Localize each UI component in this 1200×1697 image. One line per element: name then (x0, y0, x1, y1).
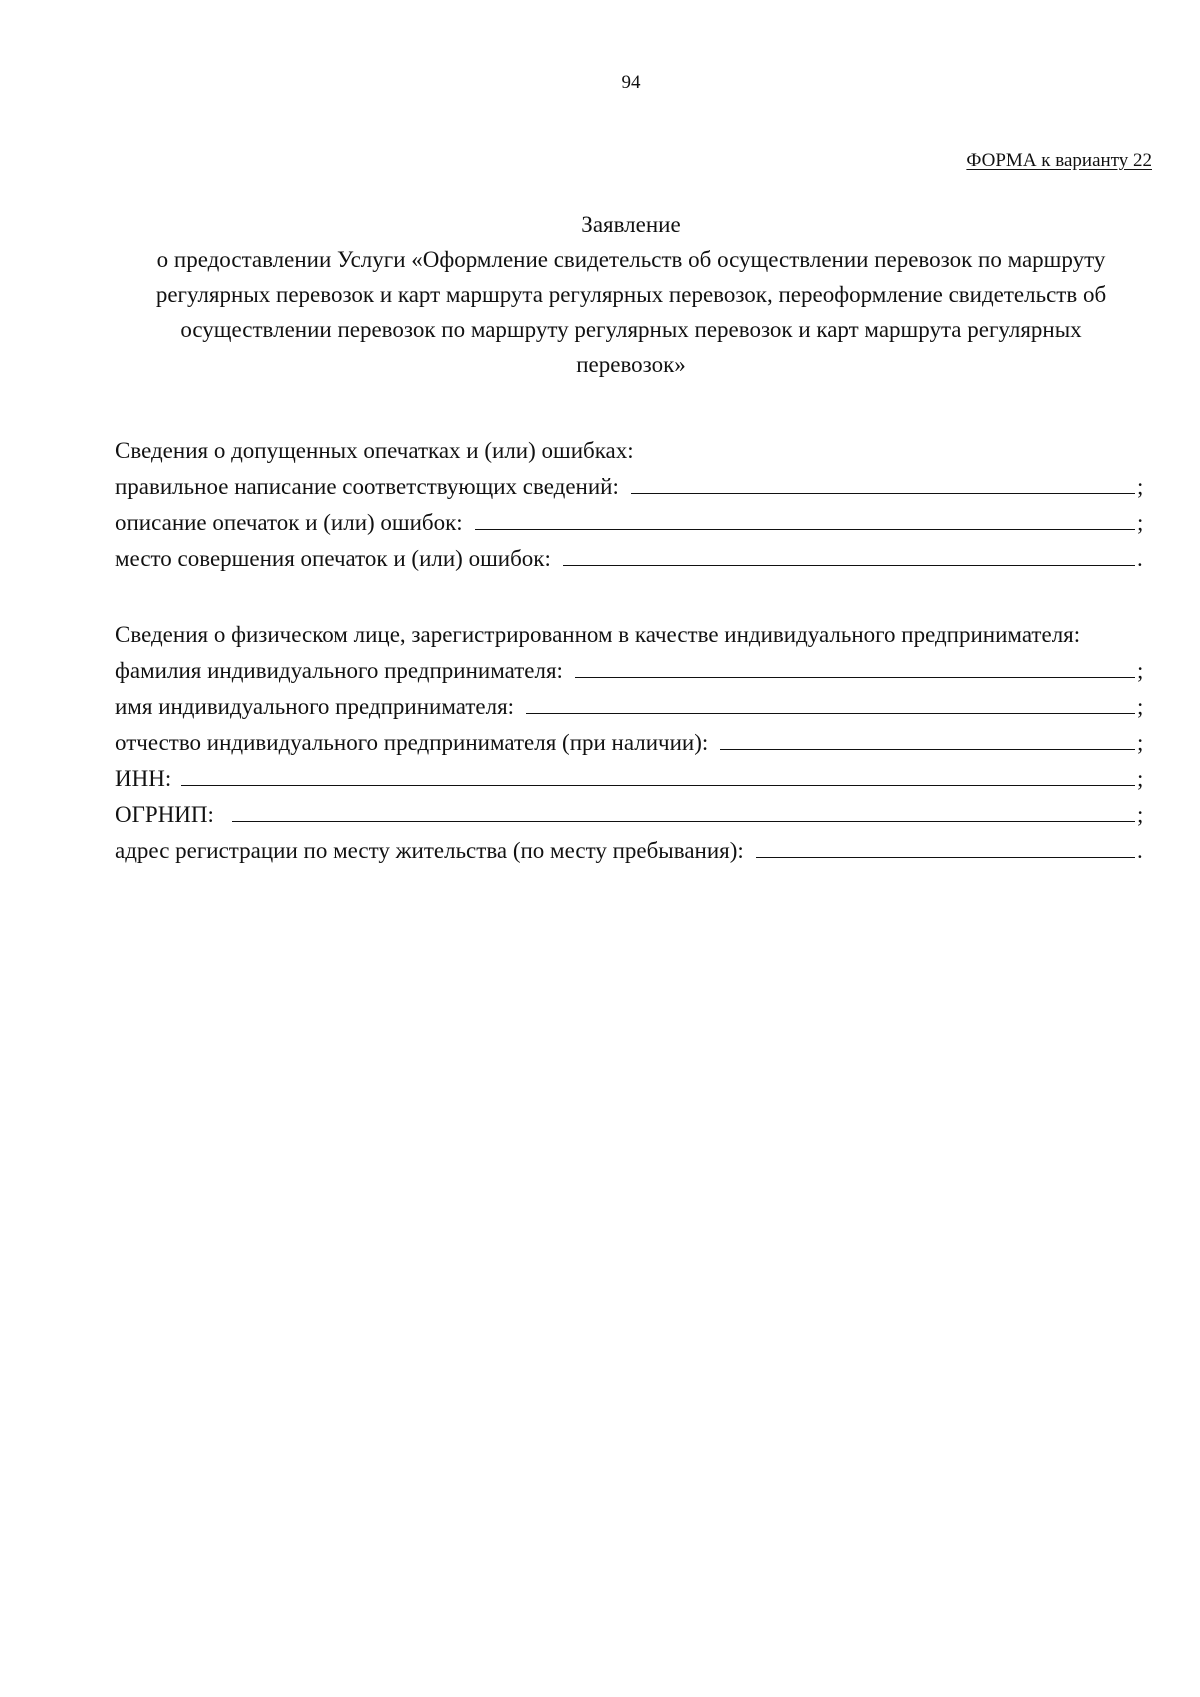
inn-row (115, 756, 1147, 792)
ogrnip-label: ОГРНИП: (115, 802, 214, 827)
registration-address-label: адрес регистрации по месту жительства (по месту пребывания): (115, 838, 744, 863)
registration-address-field[interactable] (756, 833, 1135, 858)
inn-label: ИНН: (115, 766, 172, 791)
inn-field[interactable] (181, 761, 1135, 786)
surname-row (115, 648, 1147, 684)
title-line-5: перевозок» (576, 352, 686, 377)
patronymic-row (115, 720, 1147, 756)
field-terminator: ; (1137, 730, 1144, 755)
patronymic-field[interactable] (720, 725, 1135, 750)
errors-description-field[interactable] (475, 505, 1135, 530)
errors-location-row (115, 536, 1147, 572)
correct-spelling-row (115, 464, 1147, 500)
errors-heading: Сведения о допущенных опечатках и (или) ошибках: (115, 438, 634, 463)
surname-field[interactable] (575, 653, 1135, 678)
surname-label: фамилия индивидуального предпринимателя: (115, 658, 563, 683)
field-terminator: ; (1137, 474, 1144, 499)
first-name-field[interactable] (526, 689, 1135, 714)
person-heading-row (115, 612, 1147, 648)
errors-heading-row (115, 428, 1147, 464)
field-terminator: . (1137, 546, 1143, 571)
errors-section (115, 428, 1147, 572)
title-line-4: осуществлении перевозок по маршруту регулярных перевозок и карт маршрута регулярных (180, 317, 1082, 342)
errors-location-label: место совершения опечаток и (или) ошибок: (115, 546, 551, 571)
registration-address-row (115, 828, 1147, 864)
field-terminator: ; (1137, 658, 1144, 683)
document-title (115, 207, 1147, 382)
errors-description-row (115, 500, 1147, 536)
form-reference: ФОРМА к варианту 22 (966, 150, 1152, 171)
person-heading: Сведения о физическом лице, зарегистрированном в качестве индивидуального предпринимателя: (115, 622, 1081, 647)
correct-spelling-field[interactable] (631, 469, 1135, 494)
field-terminator: ; (1137, 766, 1144, 791)
field-terminator: . (1137, 838, 1143, 863)
title-line-1: Заявление (581, 212, 681, 237)
first-name-label: имя индивидуального предпринимателя: (115, 694, 515, 719)
first-name-row (115, 684, 1147, 720)
field-terminator: ; (1137, 510, 1144, 535)
title-line-2: о предоставлении Услуги «Оформление свидетельств об осуществлении перевозок по маршруту (156, 247, 1106, 272)
person-section (115, 612, 1147, 864)
errors-description-label: описание опечаток и (или) ошибок: (115, 510, 463, 535)
patronymic-label: отчество индивидуального предпринимателя (при наличии): (115, 730, 709, 755)
correct-spelling-label: правильное написание соответствующих сведений: (115, 474, 619, 499)
errors-location-field[interactable] (563, 541, 1135, 566)
field-terminator: ; (1137, 694, 1144, 719)
field-terminator: ; (1137, 802, 1144, 827)
ogrnip-field[interactable] (232, 797, 1135, 822)
page-number: 94 (621, 72, 641, 93)
ogrnip-row (115, 792, 1147, 828)
title-line-3: регулярных перевозок и карт маршрута регулярных перевозок, переоформление свидетельств об (155, 282, 1107, 307)
